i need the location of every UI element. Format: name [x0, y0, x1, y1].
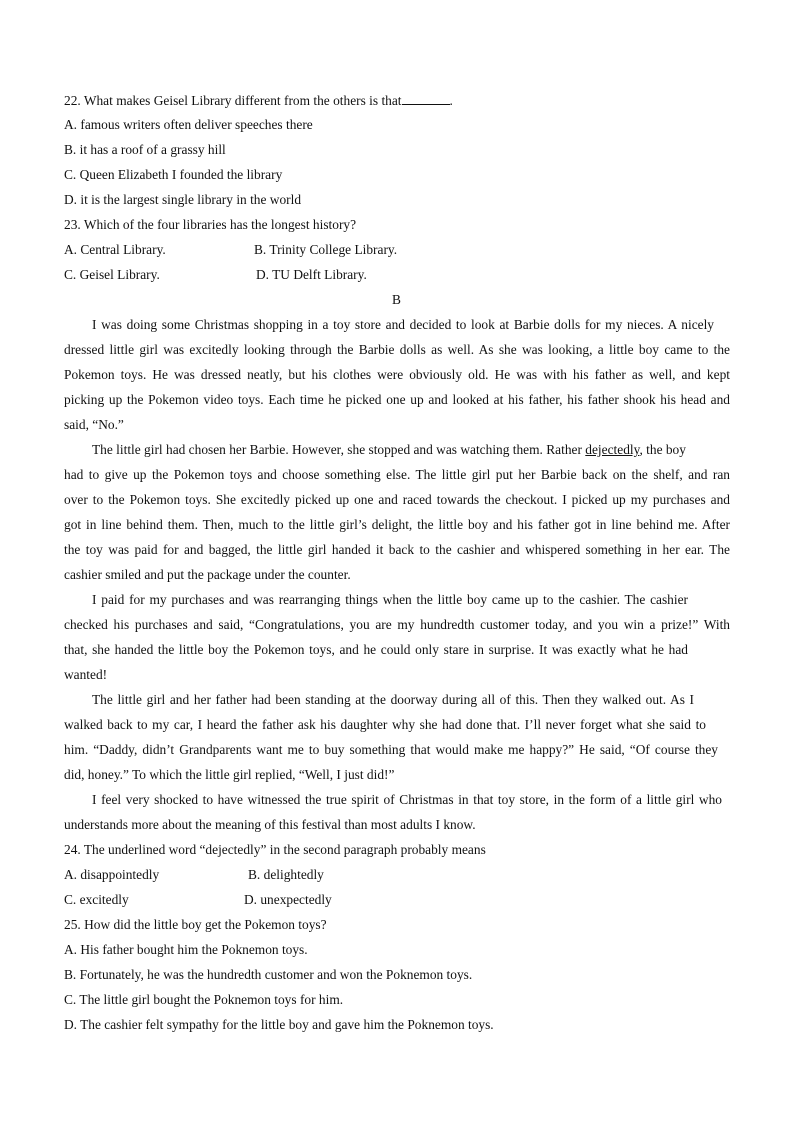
passage-text: The little girl had chosen her Barbie. However, she stopped and was watching them. Rather	[92, 442, 582, 457]
q23-stem: 23. Which of the four libraries has the longest history?	[64, 217, 357, 232]
passage-line: The little girl and her father had been standing at the doorway during all of this. Then they walked out. As I	[92, 692, 694, 707]
q25-stem: 25. How did the little boy get the Pokemon toys?	[64, 917, 327, 932]
passage-line: wanted!	[64, 667, 108, 682]
q22-option-c: C. Queen Elizabeth I founded the library	[64, 167, 283, 182]
q23-option-c: C. Geisel Library.	[64, 267, 160, 282]
passage-line: I feel very shocked to have witnessed the true spirit of Christmas in that toy store, in the form of a little girl who	[92, 792, 722, 807]
q22-stem	[64, 92, 453, 109]
passage-line: picking up the Pokemon video toys. Each time he picked one up and looked at his father, his father shook his head and	[64, 392, 730, 407]
q24-option-a: A. disappointedly	[64, 867, 160, 882]
passage-line: understands more about the meaning of this festival than most adults I know.	[64, 817, 476, 832]
passage-line: dressed little girl was excitedly looking through the Barbie dolls as well. As she was looking, a little boy came to the	[64, 342, 730, 357]
q24-option-d: D. unexpectedly	[244, 892, 332, 907]
passage-line: checked his purchases and said, “Congratulations, you are my hundredth customer today, and you win a prize!” With	[64, 617, 730, 632]
passage-line: said, “No.”	[64, 417, 124, 432]
passage-line	[92, 442, 686, 458]
q22-option-b: B. it has a roof of a grassy hill	[64, 142, 226, 157]
passage-line: had to give up the Pokemon toys and choose something else. The little girl put her Barbie back on the shelf, and ran	[64, 467, 730, 482]
q24-option-b: B. delightedly	[248, 867, 324, 882]
q25-option-b: B. Fortunately, he was the hundredth customer and won the Poknemon toys.	[64, 967, 473, 982]
q22-option-d: D. it is the largest single library in the world	[64, 192, 302, 207]
q23-option-d: D. TU Delft Library.	[256, 267, 367, 282]
q25-option-c: C. The little girl bought the Poknemon toys for him.	[64, 992, 344, 1007]
passage-line: did, honey.” To which the little girl replied, “Well, I just did!”	[64, 767, 395, 782]
q25-option-a: A. His father bought him the Poknemon toys.	[64, 942, 308, 957]
answer-blank	[402, 92, 450, 105]
passage-line: walked back to my car, I heard the father ask his daughter why she had done that. I’ll never forget what she said to	[64, 717, 706, 732]
passage-line: I was doing some Christmas shopping in a toy store and decided to look at Barbie dolls for my nieces. A nicely	[92, 317, 714, 332]
passage-line: cashier smiled and put the package under the counter.	[64, 567, 351, 582]
passage-line: that, she handed the little boy the Pokemon toys, and he could only stare in surprise. It was exactly what he had	[64, 642, 688, 657]
underlined-word: dejectedly	[585, 442, 640, 457]
q24-stem: 24. The underlined word “dejectedly” in the second paragraph probably means	[64, 842, 486, 857]
q22-option-a: A. famous writers often deliver speeches there	[64, 117, 313, 132]
passage-heading: B	[392, 292, 401, 307]
passage-line: him. “Daddy, didn’t Grandparents want me to buy something that would make me happy?” He said, “Of course they	[64, 742, 718, 757]
q22-stem-text: 22. What makes Geisel Library different from the others is that	[64, 93, 402, 108]
q24-option-c: C. excitedly	[64, 892, 129, 907]
passage-line: got in line behind them. Then, much to the little girl’s delight, the little boy and his father got in line behind me. After	[64, 517, 730, 532]
q23-option-a: A. Central Library.	[64, 242, 166, 257]
passage-line: the toy was paid for and bagged, the little girl handed it back to the cashier and whispered something in her ear. The	[64, 542, 730, 557]
passage-line: I paid for my purchases and was rearranging things when the little boy came up to the cashier. The cashier	[92, 592, 688, 607]
q25-option-d: D. The cashier felt sympathy for the little boy and gave him the Poknemon toys.	[64, 1017, 494, 1032]
passage-line: Pokemon toys. He was dressed neatly, but his clothes were obviously old. He was with his father as well, and kept	[64, 367, 730, 382]
q22-stem-end: .	[449, 93, 453, 108]
passage-text: , the boy	[639, 442, 686, 457]
passage-line: over to the Pokemon toys. She excitedly picked up one and raced towards the checkout. I picked up my purchases and	[64, 492, 730, 507]
q23-option-b: B. Trinity College Library.	[254, 242, 398, 257]
